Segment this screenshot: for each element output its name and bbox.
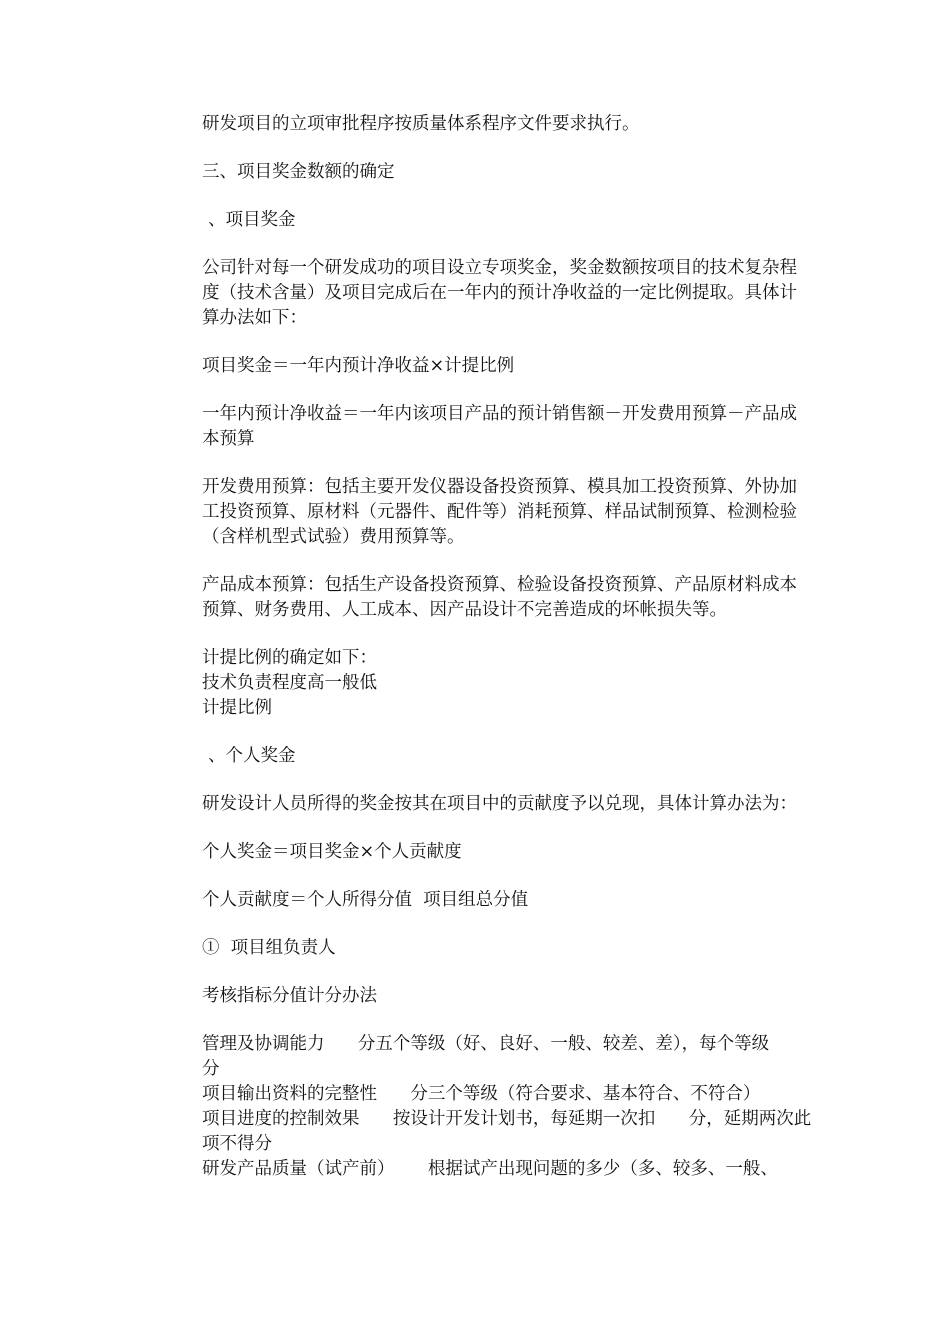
paragraph-dev-cost: 开发费用预算：包括主要开发仪器设备投资预算、模具加工投资预算、外协加工投资预算、原材料（元器件、配件等）消耗预算、样品试制预算、检测检验（含样机型式试验）费用预算等。 bbox=[202, 477, 797, 547]
table-row: 研发产品质量（试产前） 根据试产出现问题的多少（多、较多、一般、 bbox=[202, 1159, 778, 1179]
formula-personal-bonus: 个人奖金＝项目奖金×个人贡献度 bbox=[202, 842, 462, 862]
formula-contribution: 个人贡献度＝个人所得分值 项目组总分值 bbox=[202, 890, 529, 910]
list-item-project-leader: ① 项目组负责人 bbox=[202, 938, 336, 958]
table-row: 项目进度的控制效果 按设计开发计划书，每延期一次扣 分，延期两次此项不得分 bbox=[202, 1109, 812, 1154]
paragraph-product-cost: 产品成本预算：包括生产设备投资预算、检验设备投资预算、产品原材料成本预算、财务费用、人工成本、因产品设计不完善造成的坏帐损失等。 bbox=[202, 575, 797, 620]
formula-net-income: 一年内预计净收益＝一年内该项目产品的预计销售额－开发费用预算－产品成本预算 bbox=[202, 404, 797, 449]
paragraph-personal-bonus: 研发设计人员所得的奖金按其在项目中的贡献度予以兑现，具体计算办法为： bbox=[202, 794, 797, 814]
paragraph-approval: 研发项目的立项审批程序按质量体系程序文件要求执行。 bbox=[202, 114, 640, 134]
section-heading-bonus-amount: 三、项目奖金数额的确定 bbox=[202, 162, 395, 182]
table-row: 项目输出资料的完整性 分三个等级（符合要求、基本符合、不符合） bbox=[202, 1084, 761, 1104]
subheading-personal-bonus: 、个人奖金 bbox=[208, 746, 296, 766]
paragraph-project-bonus: 公司针对每一个研发成功的项目设立专项奖金，奖金数额按项目的技术复杂程度（技术含量）及项目完成后在一年内的预计净收益的一定比例提取。具体计算办法如下： bbox=[202, 258, 797, 328]
formula-project-bonus: 项目奖金＝一年内预计净收益×计提比例 bbox=[202, 356, 515, 376]
table-header: 考核指标分值计分办法 bbox=[202, 986, 377, 1006]
ratio-row-header: 技术负责程度高一般低 bbox=[202, 673, 377, 693]
ratio-row-label: 计提比例 bbox=[202, 698, 272, 718]
table-row: 管理及协调能力 分五个等级（好、良好、一般、较差、差），每个等级 分 bbox=[202, 1034, 803, 1079]
subheading-project-bonus: 、项目奖金 bbox=[208, 210, 296, 230]
ratio-title: 计提比例的确定如下： bbox=[202, 648, 377, 668]
document-page bbox=[202, 112, 812, 1182]
